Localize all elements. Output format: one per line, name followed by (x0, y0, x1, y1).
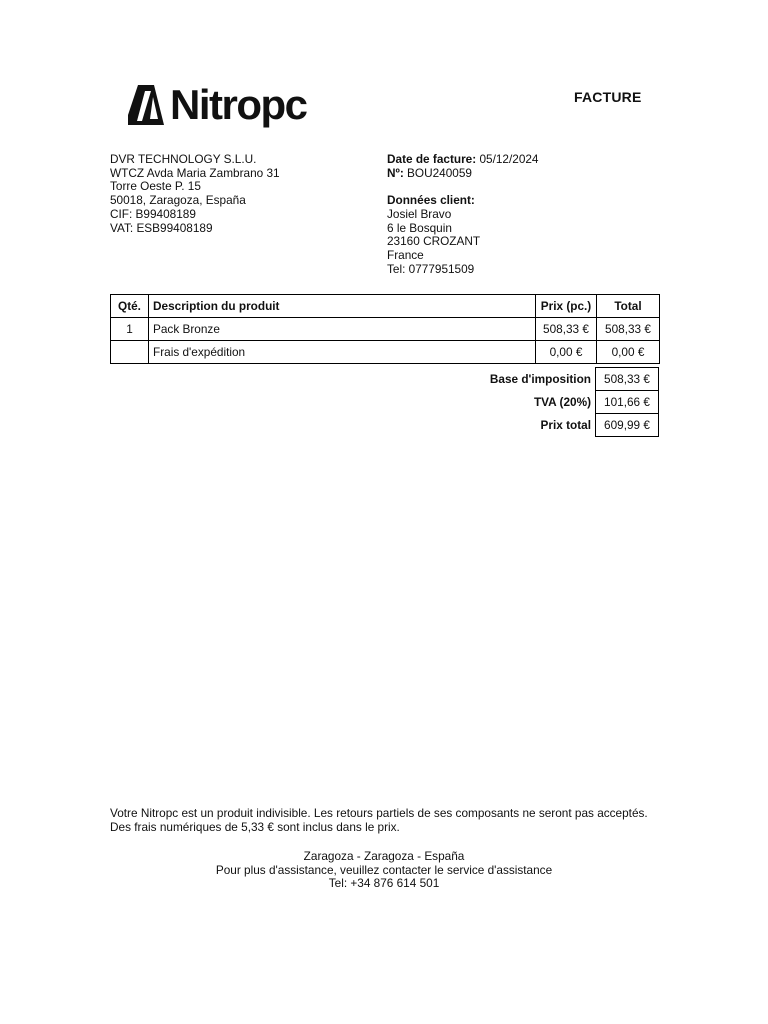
client-name: Josiel Bravo (387, 206, 452, 221)
row-total: 0,00 € (597, 341, 660, 364)
seller-cif: CIF: B99408189 (110, 206, 196, 221)
seller-building: Torre Oeste P. 15 (110, 179, 201, 194)
totals-row-vat (110, 391, 659, 414)
table-row (111, 341, 660, 364)
nitropc-logo-icon (128, 85, 164, 125)
totals-row-grand (110, 414, 659, 437)
seller-address (110, 153, 280, 235)
seller-vat: VAT: ESB99408189 (110, 220, 213, 235)
items-header-row (111, 295, 660, 318)
row-unit-price: 0,00 € (536, 341, 597, 364)
grand-total-value: 609,99 € (596, 414, 659, 437)
footer-location: Zaragoza - Zaragoza - España (303, 849, 465, 863)
client-street: 6 le Bosquin (387, 220, 452, 235)
grand-total-label: Prix total (540, 418, 591, 432)
row-unit-price: 508,33 € (536, 318, 597, 341)
invoice-date-line (387, 153, 539, 167)
invoice-meta (387, 153, 539, 276)
header-total: Total (597, 295, 660, 318)
invoice-date: 05/12/2024 (479, 152, 539, 166)
row-description: Pack Bronze (149, 318, 536, 341)
row-qty: 1 (111, 318, 149, 341)
table-row (111, 318, 660, 341)
client-phone: Tel: 0777951509 (387, 261, 475, 276)
invoice-note: Votre Nitropc est un produit indivisible. Les retours partiels de ses composants ne seront pas acceptés. Des frais numériques de 5,33 € sont inclus dans le prix. (110, 806, 648, 834)
header-unit-price: Prix (pc.) (536, 295, 597, 318)
footer-phone: Tel: +34 876 614 501 (328, 876, 440, 891)
base-value: 508,33 € (596, 368, 659, 391)
brand-logo (128, 81, 307, 128)
vat-value: 101,66 € (596, 391, 659, 414)
invoice-number: BOU240059 (407, 165, 472, 180)
document-title: FACTURE (574, 89, 642, 105)
row-description: Frais d'expédition (149, 341, 536, 364)
client-country: France (387, 247, 424, 262)
invoice-number-line (387, 167, 539, 181)
invoice-date-label: Date de facture: (387, 152, 477, 166)
footer-support: Pour plus d'assistance, veuillez contacter le service d'assistance (215, 862, 553, 877)
seller-name: DVR TECHNOLOGY S.L.U. (110, 152, 257, 166)
invoice-number-label: Nº: (387, 165, 404, 180)
client-label: Données client: (387, 193, 475, 208)
brand-name: Nitropc (170, 81, 307, 128)
base-label: Base d'imposition (489, 372, 591, 386)
seller-street: WTCZ Avda Maria Zambrano 31 (110, 165, 280, 180)
header-qty: Qté. (111, 295, 149, 318)
totals-table (110, 367, 659, 437)
header-description: Description du produit (149, 295, 536, 318)
footer (0, 850, 768, 891)
totals-row-base (110, 368, 659, 391)
seller-city: 50018, Zaragoza, España (110, 193, 246, 208)
client-city: 23160 CROZANT (387, 234, 481, 249)
items-table (110, 294, 660, 364)
row-total: 508,33 € (597, 318, 660, 341)
row-qty (111, 341, 149, 364)
vat-label: TVA (20%) (533, 395, 591, 409)
